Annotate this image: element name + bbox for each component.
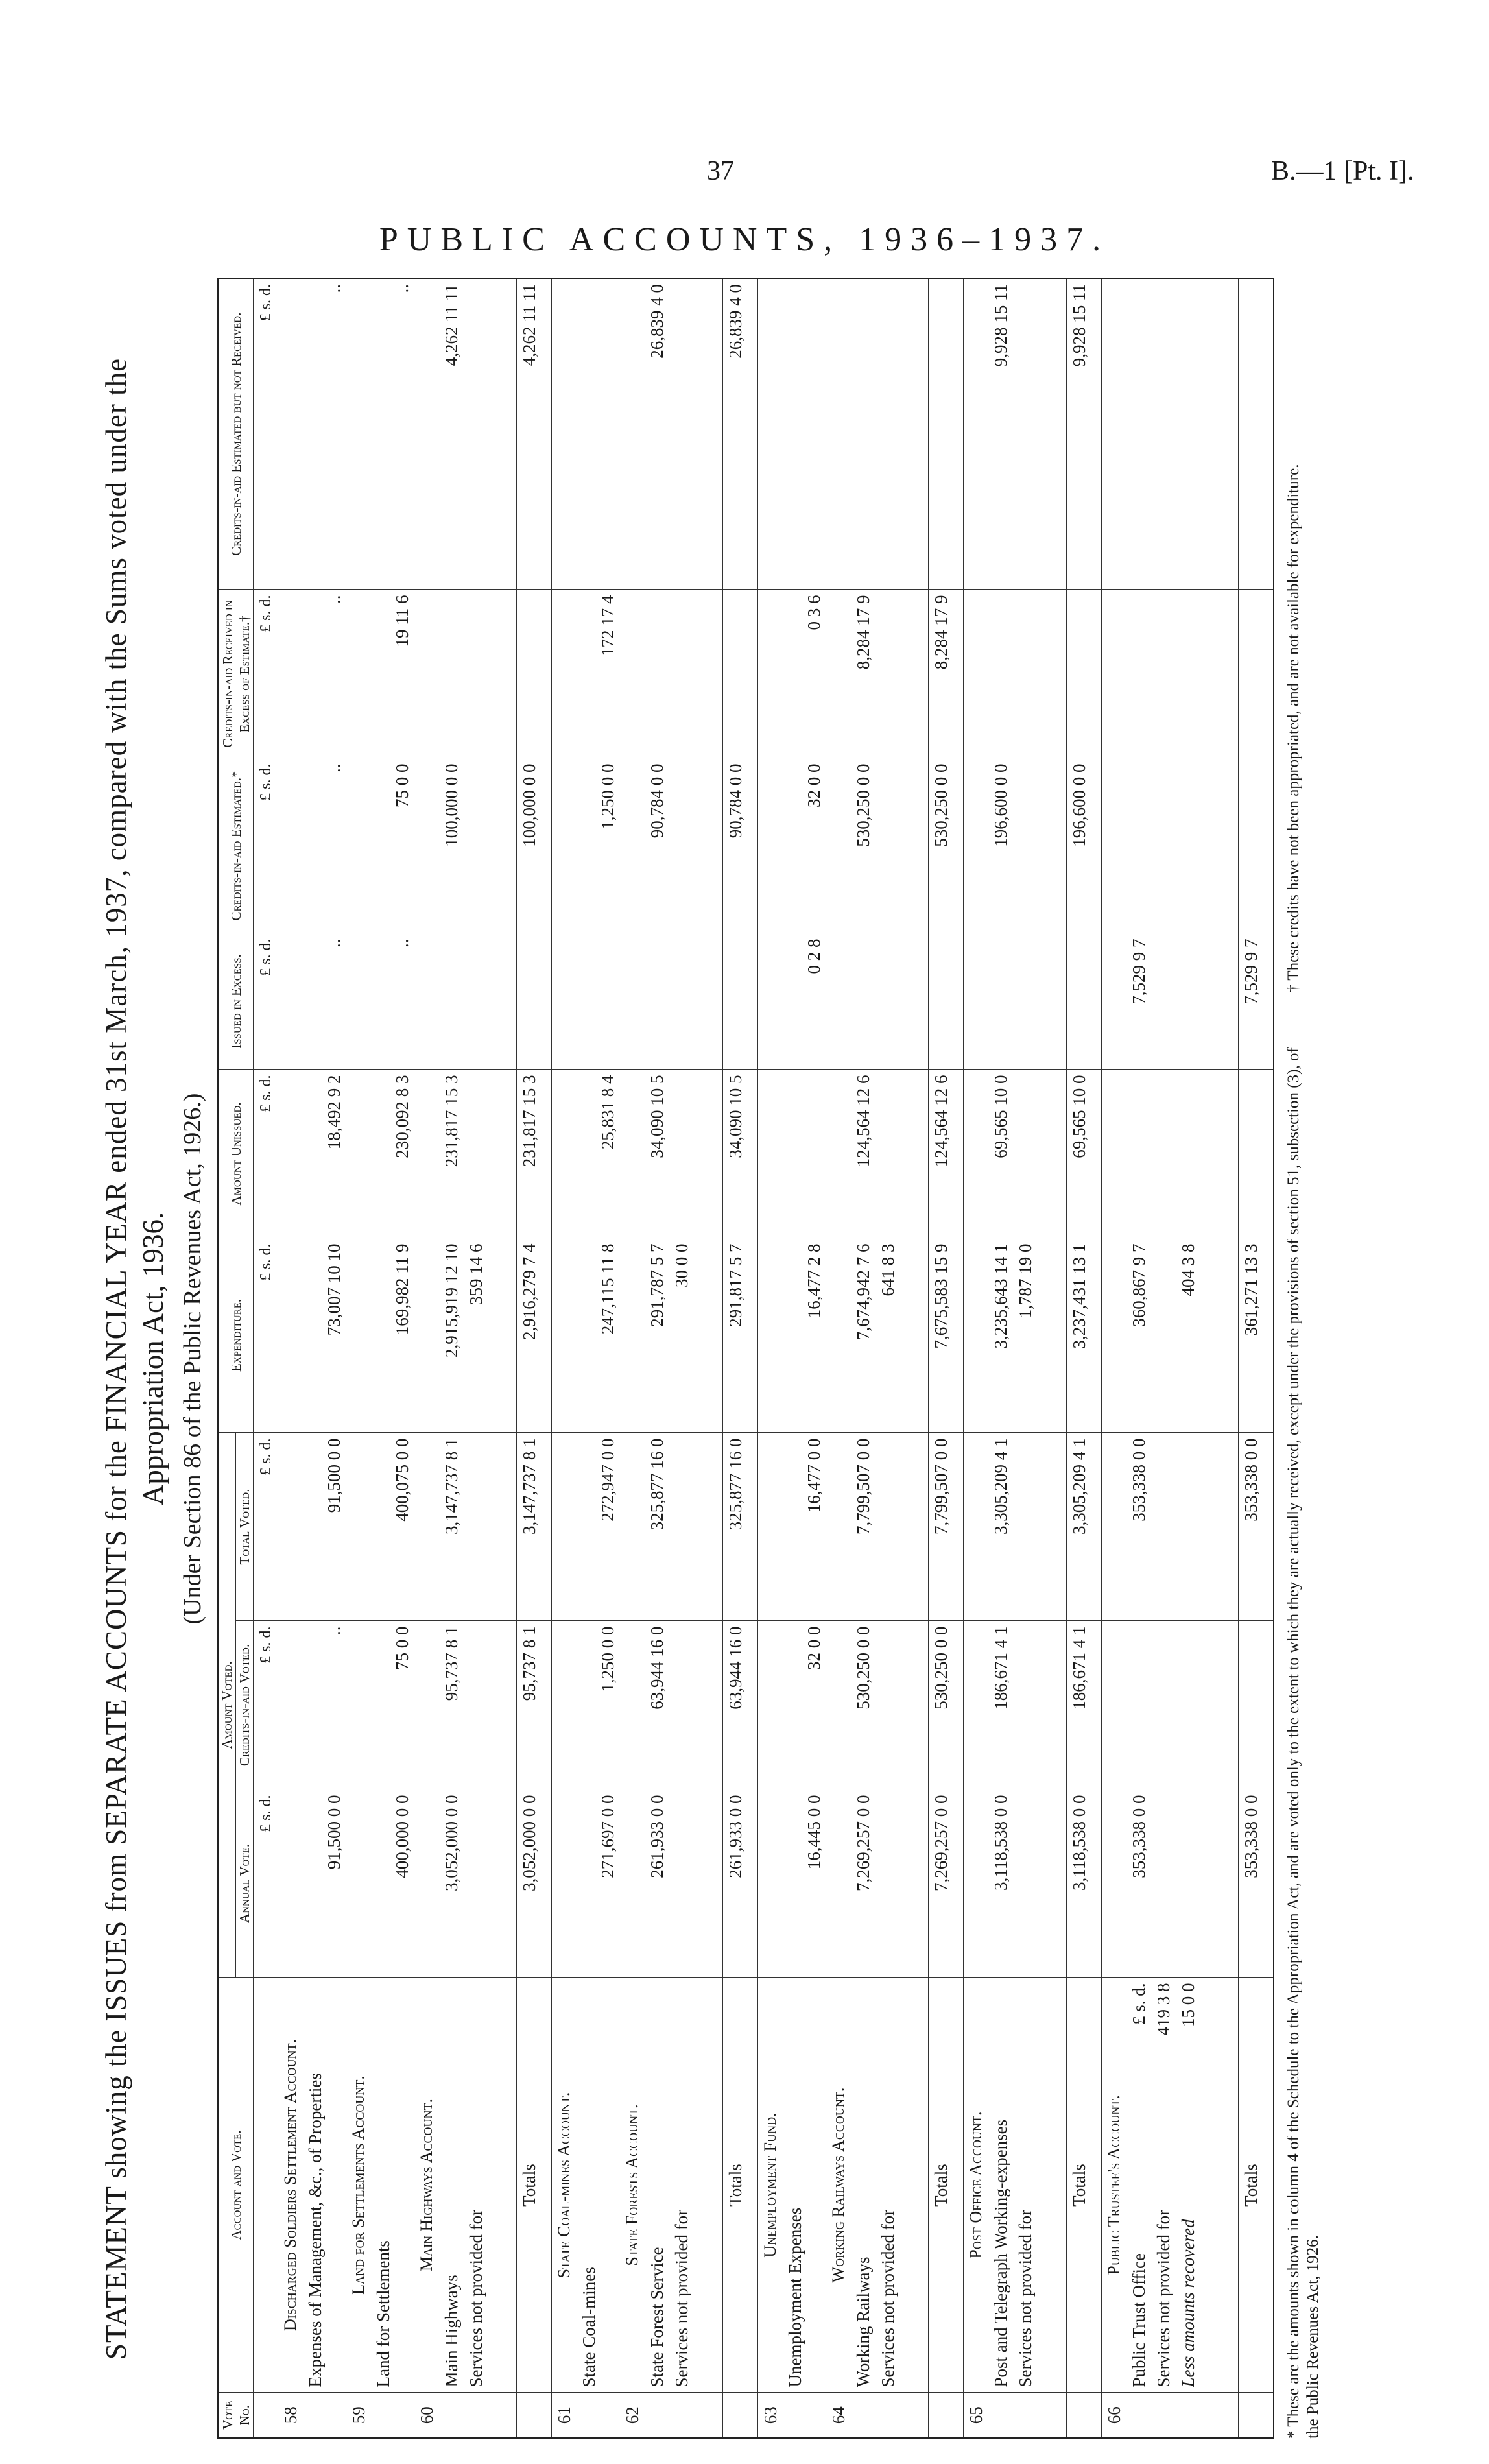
amount-unissued bbox=[620, 1070, 722, 1238]
issued-in-excess bbox=[826, 933, 929, 1070]
table-row bbox=[826, 278, 929, 2438]
vote-item: Land for Settlements bbox=[373, 2240, 393, 2387]
credits-received-excess bbox=[1238, 590, 1274, 758]
credits-not-received: .. bbox=[346, 278, 414, 590]
annual-vote-value: 7,269,257 0 0 bbox=[853, 1795, 873, 1891]
table-row bbox=[278, 278, 346, 2438]
credits-not-received bbox=[964, 278, 1067, 590]
totals-label: Totals bbox=[517, 1978, 552, 2393]
issued-in-excess bbox=[722, 933, 757, 1070]
annual-vote: 3,118,538 0 0 bbox=[1066, 1789, 1101, 1978]
credits-voted bbox=[620, 1621, 722, 1789]
expenditure: 2,916,279 7 4 bbox=[517, 1238, 552, 1433]
expenditure: 73,007 10 10 bbox=[278, 1238, 346, 1433]
credits-estimated-value: 530,250 0 0 bbox=[853, 763, 873, 847]
account-heading: Working Railways Account. bbox=[828, 2087, 848, 2283]
credits-received-excess: .. bbox=[278, 590, 346, 758]
credits-voted: .. bbox=[278, 1621, 346, 1789]
annual-vote: 16,445 0 0 bbox=[757, 1789, 826, 1978]
total-voted: 272,947 0 0 bbox=[552, 1433, 621, 1621]
credits-estimated-value: 196,600 0 0 bbox=[991, 763, 1011, 847]
table-row bbox=[414, 278, 517, 2438]
total-voted: 353,338 0 0 bbox=[1238, 1433, 1274, 1621]
col-credits-in-aid-voted: Credits-in-aid Voted. bbox=[236, 1621, 254, 1789]
unit-label: £ s. d. bbox=[254, 1238, 279, 1433]
annual-vote: 3,052,000 0 0 bbox=[517, 1789, 552, 1978]
amount-unissued bbox=[964, 1070, 1067, 1238]
credits-voted: 186,671 4 1 bbox=[1066, 1621, 1101, 1789]
table-row bbox=[552, 278, 621, 2438]
document-reference: B.—1 [Pt. I]. bbox=[1271, 156, 1414, 186]
col-account-and-vote: Account and Vote. bbox=[218, 1978, 254, 2393]
account-heading: Discharged Soldiers Settlement Account. bbox=[281, 2039, 300, 2332]
col-credits-not-received: Credits-in-aid Estimated but not Received. bbox=[218, 278, 254, 590]
account-heading: Land for Settlements Account. bbox=[348, 2075, 368, 2295]
statement-title-continued: Appropriation Act, 1936. bbox=[137, 1212, 169, 1506]
account-heading: Post Office Account. bbox=[966, 2111, 986, 2259]
unit-label: £ s. d. bbox=[254, 1070, 279, 1238]
col-issued-in-excess: Issued in Excess. bbox=[218, 933, 254, 1070]
credits-not-received bbox=[757, 278, 826, 590]
credits-not-received-value: 26,839 4 0 bbox=[647, 283, 667, 359]
credits-received-excess-value: 8,284 17 9 bbox=[853, 595, 873, 670]
expenditure: 361,271 13 3 bbox=[1238, 1238, 1274, 1433]
statement-title: STATEMENT showing the ISSUES from SEPARATE ACCOUNTS for the FINANCIAL YEAR ended 31st March, 1937, compared with the Sums voted under the bbox=[100, 357, 132, 2360]
account-cell bbox=[346, 1978, 414, 2393]
annual-vote bbox=[414, 1789, 517, 1978]
annual-vote-value: 3,052,000 0 0 bbox=[441, 1795, 461, 1891]
total-voted bbox=[620, 1433, 722, 1621]
expenditure-value: 359 14 6 bbox=[466, 1243, 486, 1305]
credits-not-received-value: 4,262 11 11 bbox=[441, 283, 461, 366]
expenditure-value: 30 0 0 bbox=[672, 1243, 692, 1287]
credits-received-excess bbox=[1066, 590, 1101, 758]
footnote-star: * These are the amounts shown in column 4 of the Schedule to the Appropriation Act, and are voted only to the extent to which they are actually received, except under the provisions of section 51, subsection (3), of the Public Revenues Act, 1926. bbox=[1285, 1047, 1322, 2439]
vote-item: Services not provided for bbox=[1016, 2209, 1036, 2387]
total-voted: 325,877 16 0 bbox=[722, 1433, 757, 1621]
col-annual-vote: Annual Vote. bbox=[236, 1789, 254, 1978]
annual-vote-value: 3,118,538 0 0 bbox=[991, 1795, 1011, 1891]
expenditure-value: 3,235,643 14 1 bbox=[991, 1243, 1011, 1349]
expenditure-value: 641 8 3 bbox=[877, 1243, 898, 1297]
credits-estimated-value: 100,000 0 0 bbox=[441, 763, 461, 847]
amount-unissued: 230,092 8 3 bbox=[346, 1070, 414, 1238]
vote-item: Expenses of Management, &c., of Properties bbox=[305, 2073, 325, 2387]
credits-received-excess: 172 17 4 bbox=[552, 590, 621, 758]
expenditure: 16,477 2 8 bbox=[757, 1238, 826, 1433]
total-voted: 16,477 0 0 bbox=[757, 1433, 826, 1621]
table-row bbox=[1101, 278, 1238, 2438]
total-voted: 3,147,737 8 1 bbox=[517, 1433, 552, 1621]
totals-label: Totals bbox=[1066, 1978, 1101, 2393]
account-cell bbox=[757, 1978, 826, 2393]
section-note: (Under Section 86 of the Public Revenues Act, 1926.) bbox=[179, 1093, 206, 1625]
main-title: PUBLIC ACCOUNTS, 1936–1937. bbox=[379, 221, 1110, 258]
expenditure: 7,675,583 15 9 bbox=[929, 1238, 964, 1433]
credits-received-excess: 0 3 6 bbox=[757, 590, 826, 758]
page-number: 37 bbox=[707, 156, 734, 186]
issued-in-excess bbox=[552, 933, 621, 1070]
vote-number: 59 bbox=[346, 2393, 414, 2438]
amount-unissued bbox=[826, 1070, 929, 1238]
credits-voted: 1,250 0 0 bbox=[552, 1621, 621, 1789]
annual-vote: 353,338 0 0 bbox=[1238, 1789, 1274, 1978]
vote-number: 65 bbox=[964, 2393, 1067, 2438]
credits-voted bbox=[414, 1621, 517, 1789]
credits-not-received bbox=[929, 278, 964, 590]
credits-estimated: 90,784 0 0 bbox=[722, 758, 757, 933]
amount-unissued-value: 124,564 12 6 bbox=[853, 1075, 873, 1167]
credits-estimated: 196,600 0 0 bbox=[1066, 758, 1101, 933]
credits-not-received: 9,928 15 11 bbox=[1066, 278, 1101, 590]
vote-item bbox=[1176, 1983, 1200, 2387]
annual-vote bbox=[620, 1789, 722, 1978]
credits-estimated bbox=[964, 758, 1067, 933]
annual-vote: 7,269,257 0 0 bbox=[929, 1789, 964, 1978]
credits-received-excess bbox=[1101, 590, 1238, 758]
issued-in-excess: 7,529 9 7 bbox=[1238, 933, 1274, 1070]
expenditure bbox=[964, 1238, 1067, 1433]
vote-number: 63 bbox=[757, 2393, 826, 2438]
totals-label: Totals bbox=[1238, 1978, 1274, 2393]
expenditure bbox=[620, 1238, 722, 1433]
expenditure: 3,237,431 13 1 bbox=[1066, 1238, 1101, 1433]
expenditure bbox=[1101, 1238, 1238, 1433]
credits-not-received bbox=[620, 278, 722, 590]
vote-item: Post and Telegraph Working-expenses bbox=[991, 2119, 1011, 2387]
credits-voted: 75 0 0 bbox=[346, 1621, 414, 1789]
amount-unissued-value: 231,817 15 3 bbox=[441, 1075, 461, 1167]
credits-received-excess: 8,284 17 9 bbox=[929, 590, 964, 758]
credits-voted-value: 95,737 8 1 bbox=[441, 1626, 461, 1701]
expenditure-value: 7,674,942 7 6 bbox=[853, 1243, 873, 1340]
vote-item bbox=[1151, 1983, 1176, 2387]
unit-label: £ s. d. bbox=[254, 933, 279, 1070]
total-voted: 3,305,209 4 1 bbox=[1066, 1433, 1101, 1621]
credits-voted-value: 186,671 4 1 bbox=[991, 1626, 1011, 1710]
totals-row bbox=[517, 278, 552, 2438]
total-voted bbox=[414, 1433, 517, 1621]
credits-estimated bbox=[1238, 758, 1274, 933]
credits-voted: 95,737 8 1 bbox=[517, 1621, 552, 1789]
account-cell bbox=[620, 1978, 722, 2393]
credits-not-received: 4,262 11 11 bbox=[517, 278, 552, 590]
vote-item-label: Public Trust Office bbox=[1128, 2253, 1149, 2387]
account-heading: Public Trustee's Account. bbox=[1104, 2095, 1123, 2275]
vote-number: 60 bbox=[414, 2393, 517, 2438]
credits-not-received bbox=[1101, 278, 1238, 590]
vote-number: 64 bbox=[826, 2393, 929, 2438]
sub-amount: 15 0 0 bbox=[1178, 1983, 1198, 2027]
credits-voted: 63,944 16 0 bbox=[722, 1621, 757, 1789]
credits-received-excess bbox=[826, 590, 929, 758]
expenditure-value: 360,867 9 7 bbox=[1128, 1243, 1149, 1327]
total-voted bbox=[826, 1433, 929, 1621]
annual-vote bbox=[826, 1789, 929, 1978]
account-heading: State Coal-mines Account. bbox=[554, 2092, 574, 2279]
amount-unissued: 18,492 9 2 bbox=[278, 1070, 346, 1238]
col-expenditure: Expenditure. bbox=[218, 1238, 254, 1433]
expenditure-value: 404 3 8 bbox=[1178, 1243, 1198, 1297]
amount-unissued: 69,565 10 0 bbox=[1066, 1070, 1101, 1238]
vote-item: Main Highways bbox=[441, 2275, 461, 2387]
account-cell bbox=[278, 1978, 346, 2393]
vote-item bbox=[1126, 1983, 1151, 2387]
totals-row bbox=[722, 278, 757, 2438]
issued-in-excess-value: 7,529 9 7 bbox=[1128, 939, 1149, 1005]
issued-in-excess bbox=[414, 933, 517, 1070]
expenditure: 291,817 5 7 bbox=[722, 1238, 757, 1433]
statement-block bbox=[97, 279, 1388, 2439]
vote-item: State Coal-mines bbox=[579, 2267, 599, 2387]
col-total-voted: Total Voted. bbox=[236, 1433, 254, 1621]
credits-estimated: .. bbox=[278, 758, 346, 933]
issued-in-excess bbox=[620, 933, 722, 1070]
credits-estimated: 75 0 0 bbox=[346, 758, 414, 933]
total-voted-value: 325,877 16 0 bbox=[647, 1438, 667, 1531]
annual-vote: 91,500 0 0 bbox=[278, 1789, 346, 1978]
vote-number: 61 bbox=[552, 2393, 621, 2438]
vote-item: Working Railways bbox=[853, 2256, 873, 2387]
amount-unissued: 34,090 10 5 bbox=[722, 1070, 757, 1238]
issued-in-excess: .. bbox=[278, 933, 346, 1070]
total-voted bbox=[1101, 1433, 1238, 1621]
expenditure bbox=[414, 1238, 517, 1433]
credits-not-received bbox=[414, 278, 517, 590]
issued-in-excess bbox=[1066, 933, 1101, 1070]
expenditure: 247,115 11 8 bbox=[552, 1238, 621, 1433]
issued-in-excess bbox=[517, 933, 552, 1070]
annual-vote: 271,697 0 0 bbox=[552, 1789, 621, 1978]
credits-received-excess bbox=[517, 590, 552, 758]
amount-unissued: 25,831 8 4 bbox=[552, 1070, 621, 1238]
total-voted: 91,500 0 0 bbox=[278, 1433, 346, 1621]
credits-estimated: 100,000 0 0 bbox=[517, 758, 552, 933]
total-voted-value: 3,305,209 4 1 bbox=[991, 1438, 1011, 1535]
credits-estimated bbox=[414, 758, 517, 933]
credits-voted: 32 0 0 bbox=[757, 1621, 826, 1789]
account-cell bbox=[552, 1978, 621, 2393]
credits-not-received bbox=[1238, 278, 1274, 590]
col-vote-no: Vote No. bbox=[218, 2393, 254, 2438]
account-cell bbox=[964, 1978, 1067, 2393]
expenditure-value: 1,787 19 0 bbox=[1016, 1243, 1036, 1319]
sub-unit-label: £ s. d. bbox=[1128, 1983, 1149, 2026]
footnote-dagger: † These credits have not been appropriated, and are not available for expenditure. bbox=[1285, 464, 1302, 992]
credits-received-excess bbox=[722, 590, 757, 758]
total-voted: 7,799,507 0 0 bbox=[929, 1433, 964, 1621]
account-cell bbox=[1101, 1978, 1238, 2393]
amount-unissued bbox=[1238, 1070, 1274, 1238]
credits-estimated bbox=[1101, 758, 1238, 933]
expenditure bbox=[826, 1238, 929, 1433]
total-voted-value: 353,338 0 0 bbox=[1128, 1438, 1149, 1522]
credits-voted bbox=[964, 1621, 1067, 1789]
col-amount-voted: Amount Voted. bbox=[218, 1433, 236, 1978]
annual-vote: 261,933 0 0 bbox=[722, 1789, 757, 1978]
credits-voted-value: 63,944 16 0 bbox=[647, 1626, 667, 1710]
page-header bbox=[0, 156, 1489, 201]
unit-label: £ s. d. bbox=[254, 1433, 279, 1621]
vote-item: Services not provided for bbox=[466, 2209, 486, 2387]
col-credits-received-excess: Credits-in-aid Received in Excess of Estimate.† bbox=[218, 590, 254, 758]
credits-received-excess bbox=[414, 590, 517, 758]
vote-number: 58 bbox=[278, 2393, 346, 2438]
unit-label: £ s. d. bbox=[254, 1621, 279, 1789]
credits-not-received: 26,839 4 0 bbox=[722, 278, 757, 590]
amount-unissued-value: 34,090 10 5 bbox=[647, 1075, 667, 1158]
totals-row bbox=[1238, 278, 1274, 2438]
credits-estimated: 1,250 0 0 bbox=[552, 758, 621, 933]
total-voted bbox=[964, 1433, 1067, 1621]
annual-vote bbox=[1101, 1789, 1238, 1978]
annual-vote-value: 261,933 0 0 bbox=[647, 1795, 667, 1878]
credits-estimated bbox=[620, 758, 722, 933]
credits-received-excess bbox=[620, 590, 722, 758]
credits-voted bbox=[826, 1621, 929, 1789]
col-amount-unissued: Amount Unissued. bbox=[218, 1070, 254, 1238]
sub-amount: 419 3 8 bbox=[1153, 1983, 1173, 2036]
credits-received-excess: 19 11 6 bbox=[346, 590, 414, 758]
credits-estimated bbox=[826, 758, 929, 933]
amount-unissued bbox=[757, 1070, 826, 1238]
credits-estimated-value: 90,784 0 0 bbox=[647, 763, 667, 839]
total-voted-value: 7,799,507 0 0 bbox=[853, 1438, 873, 1535]
account-cell bbox=[826, 1978, 929, 2393]
unit-label: £ s. d. bbox=[254, 278, 279, 590]
issued-in-excess bbox=[1101, 933, 1238, 1070]
vote-number: 62 bbox=[620, 2393, 722, 2438]
totals-row bbox=[1066, 278, 1101, 2438]
account-heading: Main Highways Account. bbox=[416, 2098, 436, 2272]
table-row bbox=[346, 278, 414, 2438]
expenditure-value: 2,915,919 12 10 bbox=[441, 1243, 461, 1358]
vote-item: State Forest Service bbox=[647, 2247, 667, 2387]
credits-not-received bbox=[826, 278, 929, 590]
amount-unissued: 231,817 15 3 bbox=[517, 1070, 552, 1238]
account-heading: Unemployment Fund. bbox=[760, 2112, 780, 2258]
table-row bbox=[964, 278, 1067, 2438]
issues-table bbox=[217, 278, 1274, 2439]
vote-item-label: Services not provided for bbox=[1153, 2209, 1173, 2387]
unit-row bbox=[254, 278, 279, 2438]
credits-voted: 530,250 0 0 bbox=[929, 1621, 964, 1789]
issued-in-excess: 0 2 8 bbox=[757, 933, 826, 1070]
account-heading: State Forests Account. bbox=[623, 2104, 642, 2266]
table-row bbox=[757, 278, 826, 2438]
vote-item: Services not provided for bbox=[877, 2209, 898, 2387]
credits-voted bbox=[1101, 1621, 1238, 1789]
credits-estimated: 32 0 0 bbox=[757, 758, 826, 933]
vote-item-label: Less amounts recovered bbox=[1178, 2219, 1198, 2387]
annual-vote: 400,000 0 0 bbox=[346, 1789, 414, 1978]
totals-row bbox=[929, 278, 964, 2438]
unit-label: £ s. d. bbox=[254, 1789, 279, 1978]
unit-label: £ s. d. bbox=[254, 590, 279, 758]
table-row bbox=[620, 278, 722, 2438]
totals-label: Totals bbox=[722, 1978, 757, 2393]
issued-in-excess: .. bbox=[346, 933, 414, 1070]
vote-number: 66 bbox=[1101, 2393, 1238, 2438]
issued-in-excess bbox=[929, 933, 964, 1070]
col-credits-estimated: Credits-in-aid Estimated.* bbox=[218, 758, 254, 933]
credits-estimated: 530,250 0 0 bbox=[929, 758, 964, 933]
issued-in-excess bbox=[964, 933, 1067, 1070]
total-voted: 400,075 0 0 bbox=[346, 1433, 414, 1621]
amount-unissued bbox=[414, 1070, 517, 1238]
account-cell bbox=[414, 1978, 517, 2393]
expenditure: 169,982 11 9 bbox=[346, 1238, 414, 1433]
amount-unissued: 124,564 12 6 bbox=[929, 1070, 964, 1238]
expenditure-value: 291,787 5 7 bbox=[647, 1243, 667, 1327]
annual-vote-value: 353,338 0 0 bbox=[1128, 1795, 1149, 1878]
credits-received-excess bbox=[964, 590, 1067, 758]
amount-unissued bbox=[1101, 1070, 1238, 1238]
credits-not-received bbox=[552, 278, 621, 590]
credits-voted bbox=[1238, 1621, 1274, 1789]
credits-not-received-value: 9,928 15 11 bbox=[991, 283, 1011, 367]
credits-not-received: .. bbox=[278, 278, 346, 590]
annual-vote bbox=[964, 1789, 1067, 1978]
vote-item: Services not provided for bbox=[672, 2209, 692, 2387]
amount-unissued-value: 69,565 10 0 bbox=[991, 1075, 1011, 1158]
total-voted-value: 3,147,737 8 1 bbox=[441, 1438, 461, 1535]
totals-label: Totals bbox=[929, 1978, 964, 2393]
credits-voted-value: 530,250 0 0 bbox=[853, 1626, 873, 1710]
vote-item: Unemployment Expenses bbox=[785, 2207, 805, 2387]
unit-label: £ s. d. bbox=[254, 758, 279, 933]
